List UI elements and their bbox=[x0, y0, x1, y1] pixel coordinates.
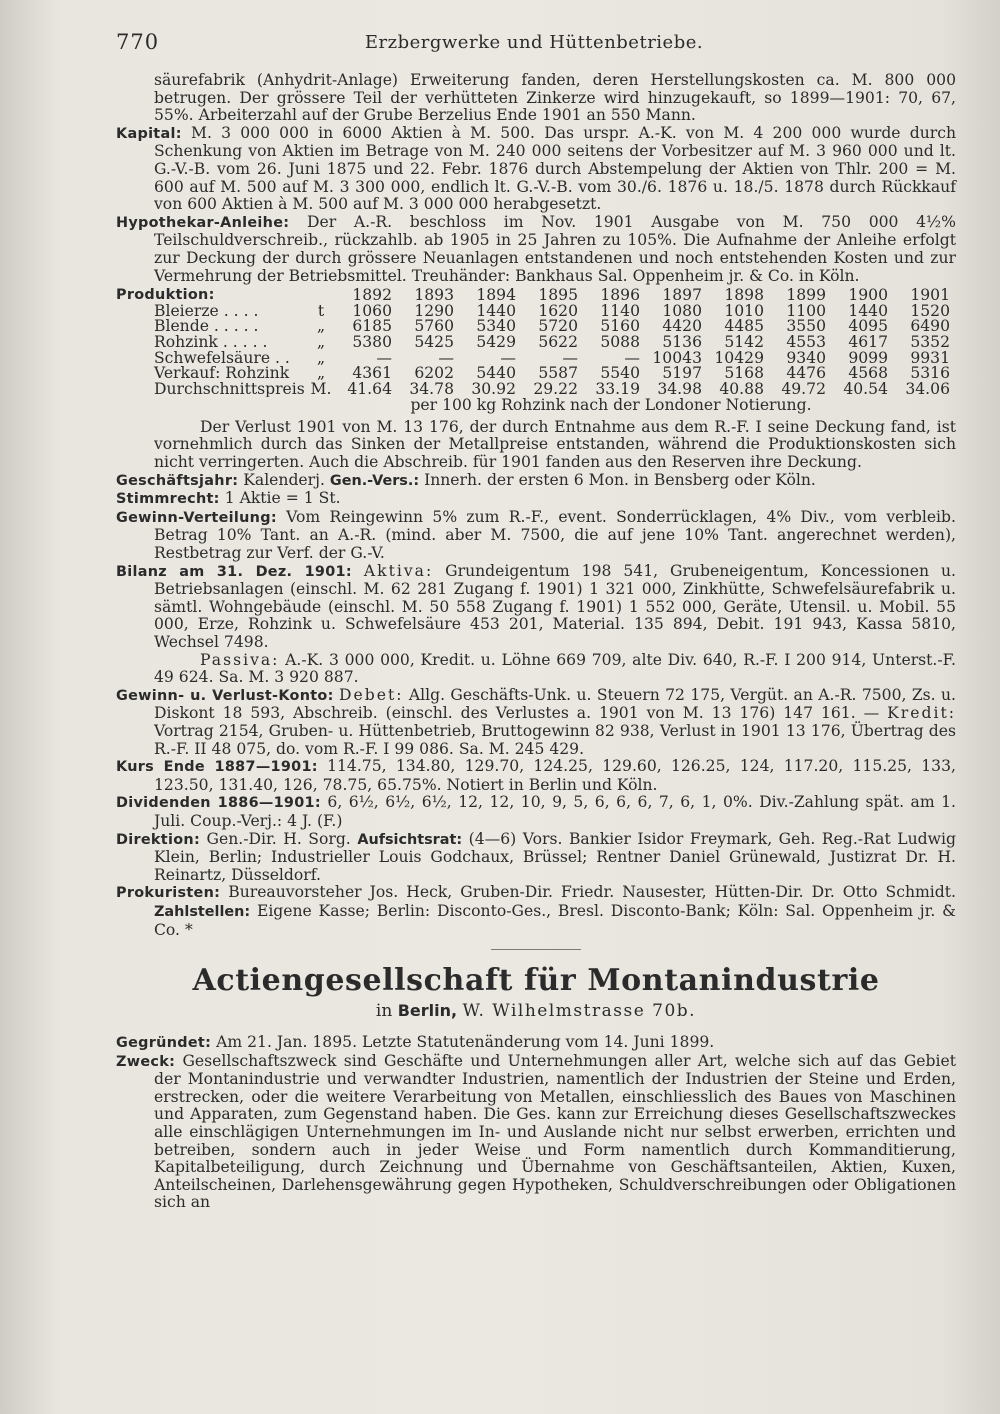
hypothekar-text: Der A.-R. beschloss im Nov. 1901 Ausgabe von M. 750 000 4½% Teilschuldverschreib., rückzahlb. ab 1905 in 25 Jahren zu 105%. Die Aufnahme der Anleihe erfolgt zur Deckung der durch grössere Neuanlagen entstandenen und noch entstehenden Kosten und zur Vermehrung der Betriebsmittel. Treuhänder: Bankhaus Sal. Oppenheim jr. & Co. in Köln. bbox=[154, 212, 956, 285]
table-cell: 49.72 bbox=[781, 381, 826, 398]
gewinn-verteilung-text: Vom Reingewinn 5% zum R.-F., event. Sonderrücklagen, 4% Div., vom verbleib. Betrag 10% Tant. an A.-R. (mind. aber M. 7500, die auf jene 10% Tant. angerechnet werden), Restbetrag zur Verf. der G.-V. bbox=[154, 507, 956, 563]
table-cell: 5197 bbox=[662, 366, 702, 382]
table-cell: 1080 bbox=[662, 303, 702, 320]
gewinn-verlust-entry bbox=[116, 687, 956, 758]
table-cell: 5587 bbox=[538, 366, 578, 382]
table-cell: — bbox=[624, 350, 640, 367]
company-location bbox=[116, 1000, 956, 1022]
stimmrecht-entry bbox=[116, 490, 956, 509]
bilanz-entry bbox=[116, 563, 956, 652]
gewinn-verteilung-label: Gewinn-Verteilung: bbox=[116, 509, 277, 526]
geschaeftsjahr-label: Geschäftsjahr: bbox=[116, 472, 239, 489]
passiva-text: A.-K. 3 000 000, Kredit. u. Löhne 669 709, alte Div. 640, R.-F. I 200 914, Unterst.-F. 49 624. Sa. M. 3 920 887. bbox=[154, 650, 956, 687]
kapital-entry bbox=[116, 125, 956, 214]
intro-paragraph: säurefabrik (Anhydrit-Anlage) Erweiterung fanden, deren Herstellungskosten ca. M. 800 000 betrugen. Der grössere Teil der verhütteten Zinkerze wird hinzugekauft, so 1899—1901: 70, 67, 55%. Arbeiterzahl auf der Grube Berzelius Ende 1901 an 550 Mann. bbox=[154, 71, 956, 125]
aufsichtsrat-text: (4—6) Vors. Bankier Isidor Freymark, Geh. Reg.-Rat Ludwig Klein, Berlin; Industrieller Louis Godchaux, Brüssel; Rentner Daniel Grünewald, Justizrat Dr. H. Reinartz, Düsseldorf. bbox=[154, 829, 956, 884]
table-cell: 5136 bbox=[662, 334, 702, 351]
gen-vers-label: Gen.-Vers.: bbox=[329, 472, 420, 489]
year-cell: 1900 bbox=[848, 287, 888, 304]
table-cell: 6185 bbox=[352, 319, 392, 335]
table-cell: 3550 bbox=[786, 319, 826, 335]
produktion-header-row bbox=[116, 287, 956, 304]
row-label: Schwefelsäure . . bbox=[154, 350, 290, 367]
gegruendet-entry bbox=[116, 1034, 956, 1053]
geschaeftsjahr-entry bbox=[116, 472, 956, 491]
table-cell: 33.19 bbox=[595, 381, 640, 398]
year-cell: 1897 bbox=[662, 287, 702, 304]
aktiva-label: Aktiva: bbox=[363, 561, 434, 580]
table-cell: 10429 bbox=[714, 350, 764, 367]
gegruendet-text: Am 21. Jan. 1895. Letzte Statutenänderung vom 14. Juni 1899. bbox=[216, 1033, 715, 1052]
dividenden-entry bbox=[116, 794, 956, 830]
gewinn-verteilung-entry bbox=[116, 509, 956, 563]
table-cell: 5440 bbox=[476, 366, 516, 382]
table-cell: 4476 bbox=[786, 366, 826, 382]
table-cell: 5088 bbox=[600, 334, 640, 351]
kredit-text: Vortrag 2154, Gruben- u. Hüttenbetrieb, Bruttogewinn 82 938, Verlust in 1901 13 176, Übertrag des R.-F. II 48 075, do. vom R.-F. I 99 086. Sa. M. 245 429. bbox=[154, 721, 956, 758]
table-cell: 4361 bbox=[352, 366, 392, 382]
debet-text: Allg. Geschäfts-Unk. u. Steuern 72 175, Vergüt. an A.-R. 7500, Zs. u. Diskont 18 593, Abschreib. (einschl. des Verlustes a. 1901 von M. 13 176) 147 161. — bbox=[154, 685, 956, 723]
year-cell: 1896 bbox=[600, 287, 640, 304]
passiva-entry bbox=[116, 652, 956, 687]
dividenden-label: Dividenden 1886—1901: bbox=[116, 795, 321, 812]
table-cell: 5316 bbox=[910, 366, 950, 382]
location-address: W. Wilhelmstrasse 70b. bbox=[462, 1001, 697, 1022]
hypothekar-label: Hypothekar-Anleihe: bbox=[116, 214, 290, 231]
table-cell: 6202 bbox=[414, 366, 454, 382]
table-cell: 9931 bbox=[910, 350, 950, 367]
direktion-entry bbox=[116, 831, 956, 885]
prokuristen-text: Bureauvorsteher Jos. Heck, Gruben-Dir. Friedr. Nausester, Hütten-Dir. Dr. Otto Schmidt. bbox=[228, 883, 956, 902]
year-cell: 1892 bbox=[352, 287, 392, 304]
page-header bbox=[116, 30, 952, 56]
stimmrecht-label: Stimmrecht: bbox=[116, 491, 220, 508]
table-cell: 5340 bbox=[476, 319, 516, 335]
table-cell: 9340 bbox=[786, 350, 826, 367]
table-cell: 34.98 bbox=[657, 381, 702, 398]
table-row bbox=[116, 335, 956, 351]
table-cell: 30.92 bbox=[471, 381, 516, 398]
dividenden-text: 6, 6½, 6½, 6½, 12, 12, 10, 9, 5, 6, 6, 6, 7, 6, 1, 0%. Div.-Zahlung spät. am 1. Juli. Coup.-Verj.: 4 J. (F.) bbox=[154, 793, 956, 830]
table-cell: 5425 bbox=[414, 334, 454, 351]
table-cell: 40.54 bbox=[843, 381, 888, 398]
year-cell: 1894 bbox=[476, 287, 516, 304]
table-cell: 34.78 bbox=[409, 381, 454, 398]
kapital-text: M. 3 000 000 in 6000 Aktien à M. 500. Das urspr. A.-K. von M. 4 200 000 wurde durch Schenkung von Aktien im Betrage von M. 240 000 seitens der Vorbesitzer auf M. 3 960 000 und lt. G.-V.-B. vom 26. Juni 1875 und 22. Febr. 1876 durch Abstempelung der Aktien von Thlr. 200 = M. 600 auf M. 500 auf M. 3 300 000, endlich lt. G.-V.-B. vom 30./6. 1876 u. 18./5. 1878 durch Rückkauf von 600 Aktien à M. 500 auf M. 3 000 000 herabgesetzt. bbox=[154, 123, 956, 214]
table-cell: 1620 bbox=[538, 303, 578, 320]
table-cell: 5760 bbox=[414, 319, 454, 335]
stimmrecht-text: 1 Aktie = 1 St. bbox=[224, 489, 341, 508]
year-cell: 1893 bbox=[414, 287, 454, 304]
debet-label: Debet: bbox=[339, 685, 404, 704]
table-cell: 9099 bbox=[848, 350, 888, 367]
page-content bbox=[116, 72, 956, 1212]
location-city: Berlin, bbox=[397, 1001, 458, 1021]
zweck-entry bbox=[116, 1053, 956, 1212]
table-cell: 4420 bbox=[662, 319, 702, 335]
table-cell: 5352 bbox=[910, 334, 950, 351]
row-unit: „ bbox=[316, 366, 326, 382]
kredit-label: Kredit: bbox=[887, 704, 956, 723]
table-cell: — bbox=[500, 350, 516, 367]
table-row bbox=[116, 366, 956, 382]
kurs-label: Kurs Ende 1887—1901: bbox=[116, 759, 318, 776]
table-cell: 6490 bbox=[910, 319, 950, 335]
table-row bbox=[116, 382, 956, 398]
year-cell: 1899 bbox=[786, 287, 826, 304]
produktion-label: Produktion: bbox=[116, 287, 215, 304]
company-title: Actiengesellschaft für Montanindustrie bbox=[192, 963, 880, 999]
table-cell: 34.06 bbox=[905, 381, 950, 398]
passiva-label: Passiva: bbox=[200, 650, 280, 669]
prokuristen-entry bbox=[116, 884, 956, 939]
row-label: Bleierze . . . . bbox=[154, 303, 259, 320]
table-cell: 4553 bbox=[786, 334, 826, 351]
table-cell: 5622 bbox=[538, 334, 578, 351]
table-cell: 5720 bbox=[538, 319, 578, 335]
direktion-label: Direktion: bbox=[116, 831, 201, 848]
table-cell: 1520 bbox=[910, 303, 950, 320]
table-cell: 5540 bbox=[600, 366, 640, 382]
table-cell: — bbox=[376, 350, 392, 367]
table-row bbox=[116, 319, 956, 335]
table-cell: 5380 bbox=[352, 334, 392, 351]
year-cell: 1901 bbox=[910, 287, 950, 304]
aufsichtsrat-label: Aufsichtsrat: bbox=[357, 831, 463, 848]
hypothekar-entry bbox=[116, 214, 956, 285]
page-number: 770 bbox=[116, 30, 160, 54]
table-cell: 4617 bbox=[848, 334, 888, 351]
row-label: Rohzink . . . . . bbox=[154, 334, 268, 351]
table-cell: 4568 bbox=[848, 366, 888, 382]
row-unit: „ bbox=[316, 319, 326, 335]
direktion-text: Gen.-Dir. H. Sorg. bbox=[206, 829, 351, 848]
row-label: Durchschnittspreis bbox=[154, 381, 305, 398]
table-cell: 1140 bbox=[600, 303, 640, 320]
table-cell: 29.22 bbox=[533, 381, 578, 398]
kapital-label: Kapital: bbox=[116, 125, 182, 142]
row-unit: „ bbox=[316, 350, 326, 367]
table-cell: 1440 bbox=[476, 303, 516, 320]
table-cell: 5142 bbox=[724, 334, 764, 351]
gegruendet-label: Gegründet: bbox=[116, 1035, 212, 1052]
gewinn-verlust-label: Gewinn- u. Verlust-Konto: bbox=[116, 687, 334, 704]
table-row bbox=[116, 351, 956, 367]
verlust-paragraph: Der Verlust 1901 von M. 13 176, der durch Entnahme aus dem R.-F. I seine Deckung fand, ist vornehmlich durch das Sinken der Metallpreise entstanden, während die Produktionskosten sich nicht verringerten. Auch die Abschreib. für 1901 fanden aus den Reserven ihre Deckung. bbox=[154, 417, 956, 472]
table-cell: — bbox=[562, 350, 578, 367]
row-label: Blende . . . . . bbox=[154, 319, 259, 335]
table-cell: 1100 bbox=[786, 303, 826, 320]
zweck-text: Gesellschaftszweck sind Geschäfte und Unternehmungen aller Art, welche sich auf das Gebiet der Montanindustrie und verwandter Industrien, namentlich der Industrien der Steine und Erden, erstrecken, oder die weitere Verarbeitung von Metallen, einschliesslich des Baues von Maschinen und Apparaten, zum Gegenstand haben. Die Ges. kann zur Erreichung dieses Gesellschaftszweckes alle einschlägigen Unternehmungen im In- und Auslande nicht nur selbst erwerben, errichten und betreiben, sondern auch in jeder Weise und Form namentlich durch Kommanditierung, Kapitalbeteiligung, durch Zeichnung und Übernahme von Geschäftsanteilen, Aktien, Kuxen, Anteilscheinen, Darlehensgewährung gegen Hypotheken, Schuldverschreibungen oder Obligationen sich an bbox=[154, 1051, 956, 1212]
table-cell: 40.88 bbox=[719, 381, 764, 398]
year-cell: 1895 bbox=[538, 287, 578, 304]
prokuristen-label: Prokuristen: bbox=[116, 885, 221, 902]
table-cell: 1060 bbox=[352, 303, 392, 320]
gen-vers-text: Innerh. der ersten 6 Mon. in Bensberg oder Köln. bbox=[424, 470, 816, 489]
table-cell: 1010 bbox=[724, 303, 764, 320]
row-unit: „ bbox=[316, 334, 326, 351]
kurs-text: 114.75, 134.80, 129.70, 124.25, 129.60, 126.25, 124, 117.20, 115.25, 133, 123.50, 131.40, 126, 78.75, 65.75%. Notiert in Berlin und Köln. bbox=[154, 757, 956, 794]
section-divider bbox=[491, 949, 581, 950]
table-cell: 4485 bbox=[724, 319, 764, 335]
row-unit: t bbox=[317, 303, 325, 320]
table-cell: — bbox=[438, 350, 454, 367]
table-cell: 41.64 bbox=[347, 381, 392, 398]
zahlstellen-label: Zahlstellen: bbox=[154, 903, 251, 920]
table-cell: 1440 bbox=[848, 303, 888, 320]
running-title: Erzbergwerke und Hüttenbetriebe. bbox=[364, 32, 704, 53]
year-cell: 1898 bbox=[724, 287, 764, 304]
zahlstellen-text: Eigene Kasse; Berlin: Disconto-Ges., Bresl. Disconto-Bank; Köln: Sal. Oppenheim jr. & Co. * bbox=[154, 901, 956, 939]
kurs-entry bbox=[116, 758, 956, 794]
table-cell: 5168 bbox=[724, 366, 764, 382]
geschaeftsjahr-text: Kalenderj. bbox=[243, 470, 325, 489]
table-cell: 5160 bbox=[600, 319, 640, 335]
aktiva-text: Grundeigentum 198 541, Grubeneigentum, Koncessionen u. Betriebsanlagen (einschl. M. 62 281 Zugang f. 1901) 1 321 000, Zinkhütte, Schwefelsäurefabrik u. sämtl. Wohngebäude (einschl. M. 50 558 Zugang f. 1901) 1 552 000, Geräte, Utensil. u. Mobil. 55 000, Erze, Rohzink u. Schwefelsäure 453 201, Material. 135 894, Debit. 191 943, Kassa 5810, Wechsel 7498. bbox=[154, 561, 956, 651]
table-cell: 4095 bbox=[848, 319, 888, 335]
row-label: Verkauf: Rohzink bbox=[154, 366, 290, 382]
table-cell: 1290 bbox=[414, 303, 454, 320]
location-in: in bbox=[375, 1001, 393, 1022]
table-cell: 10043 bbox=[652, 350, 702, 367]
zweck-label: Zweck: bbox=[116, 1053, 176, 1070]
produktion-table bbox=[116, 287, 956, 397]
table-cell: 5429 bbox=[476, 334, 516, 351]
row-unit: M. bbox=[310, 381, 332, 398]
per-note: per 100 kg Rohzink nach der Londoner Notierung. bbox=[410, 396, 812, 415]
bilanz-label: Bilanz am 31. Dez. 1901: bbox=[116, 563, 352, 580]
table-row bbox=[116, 304, 956, 320]
